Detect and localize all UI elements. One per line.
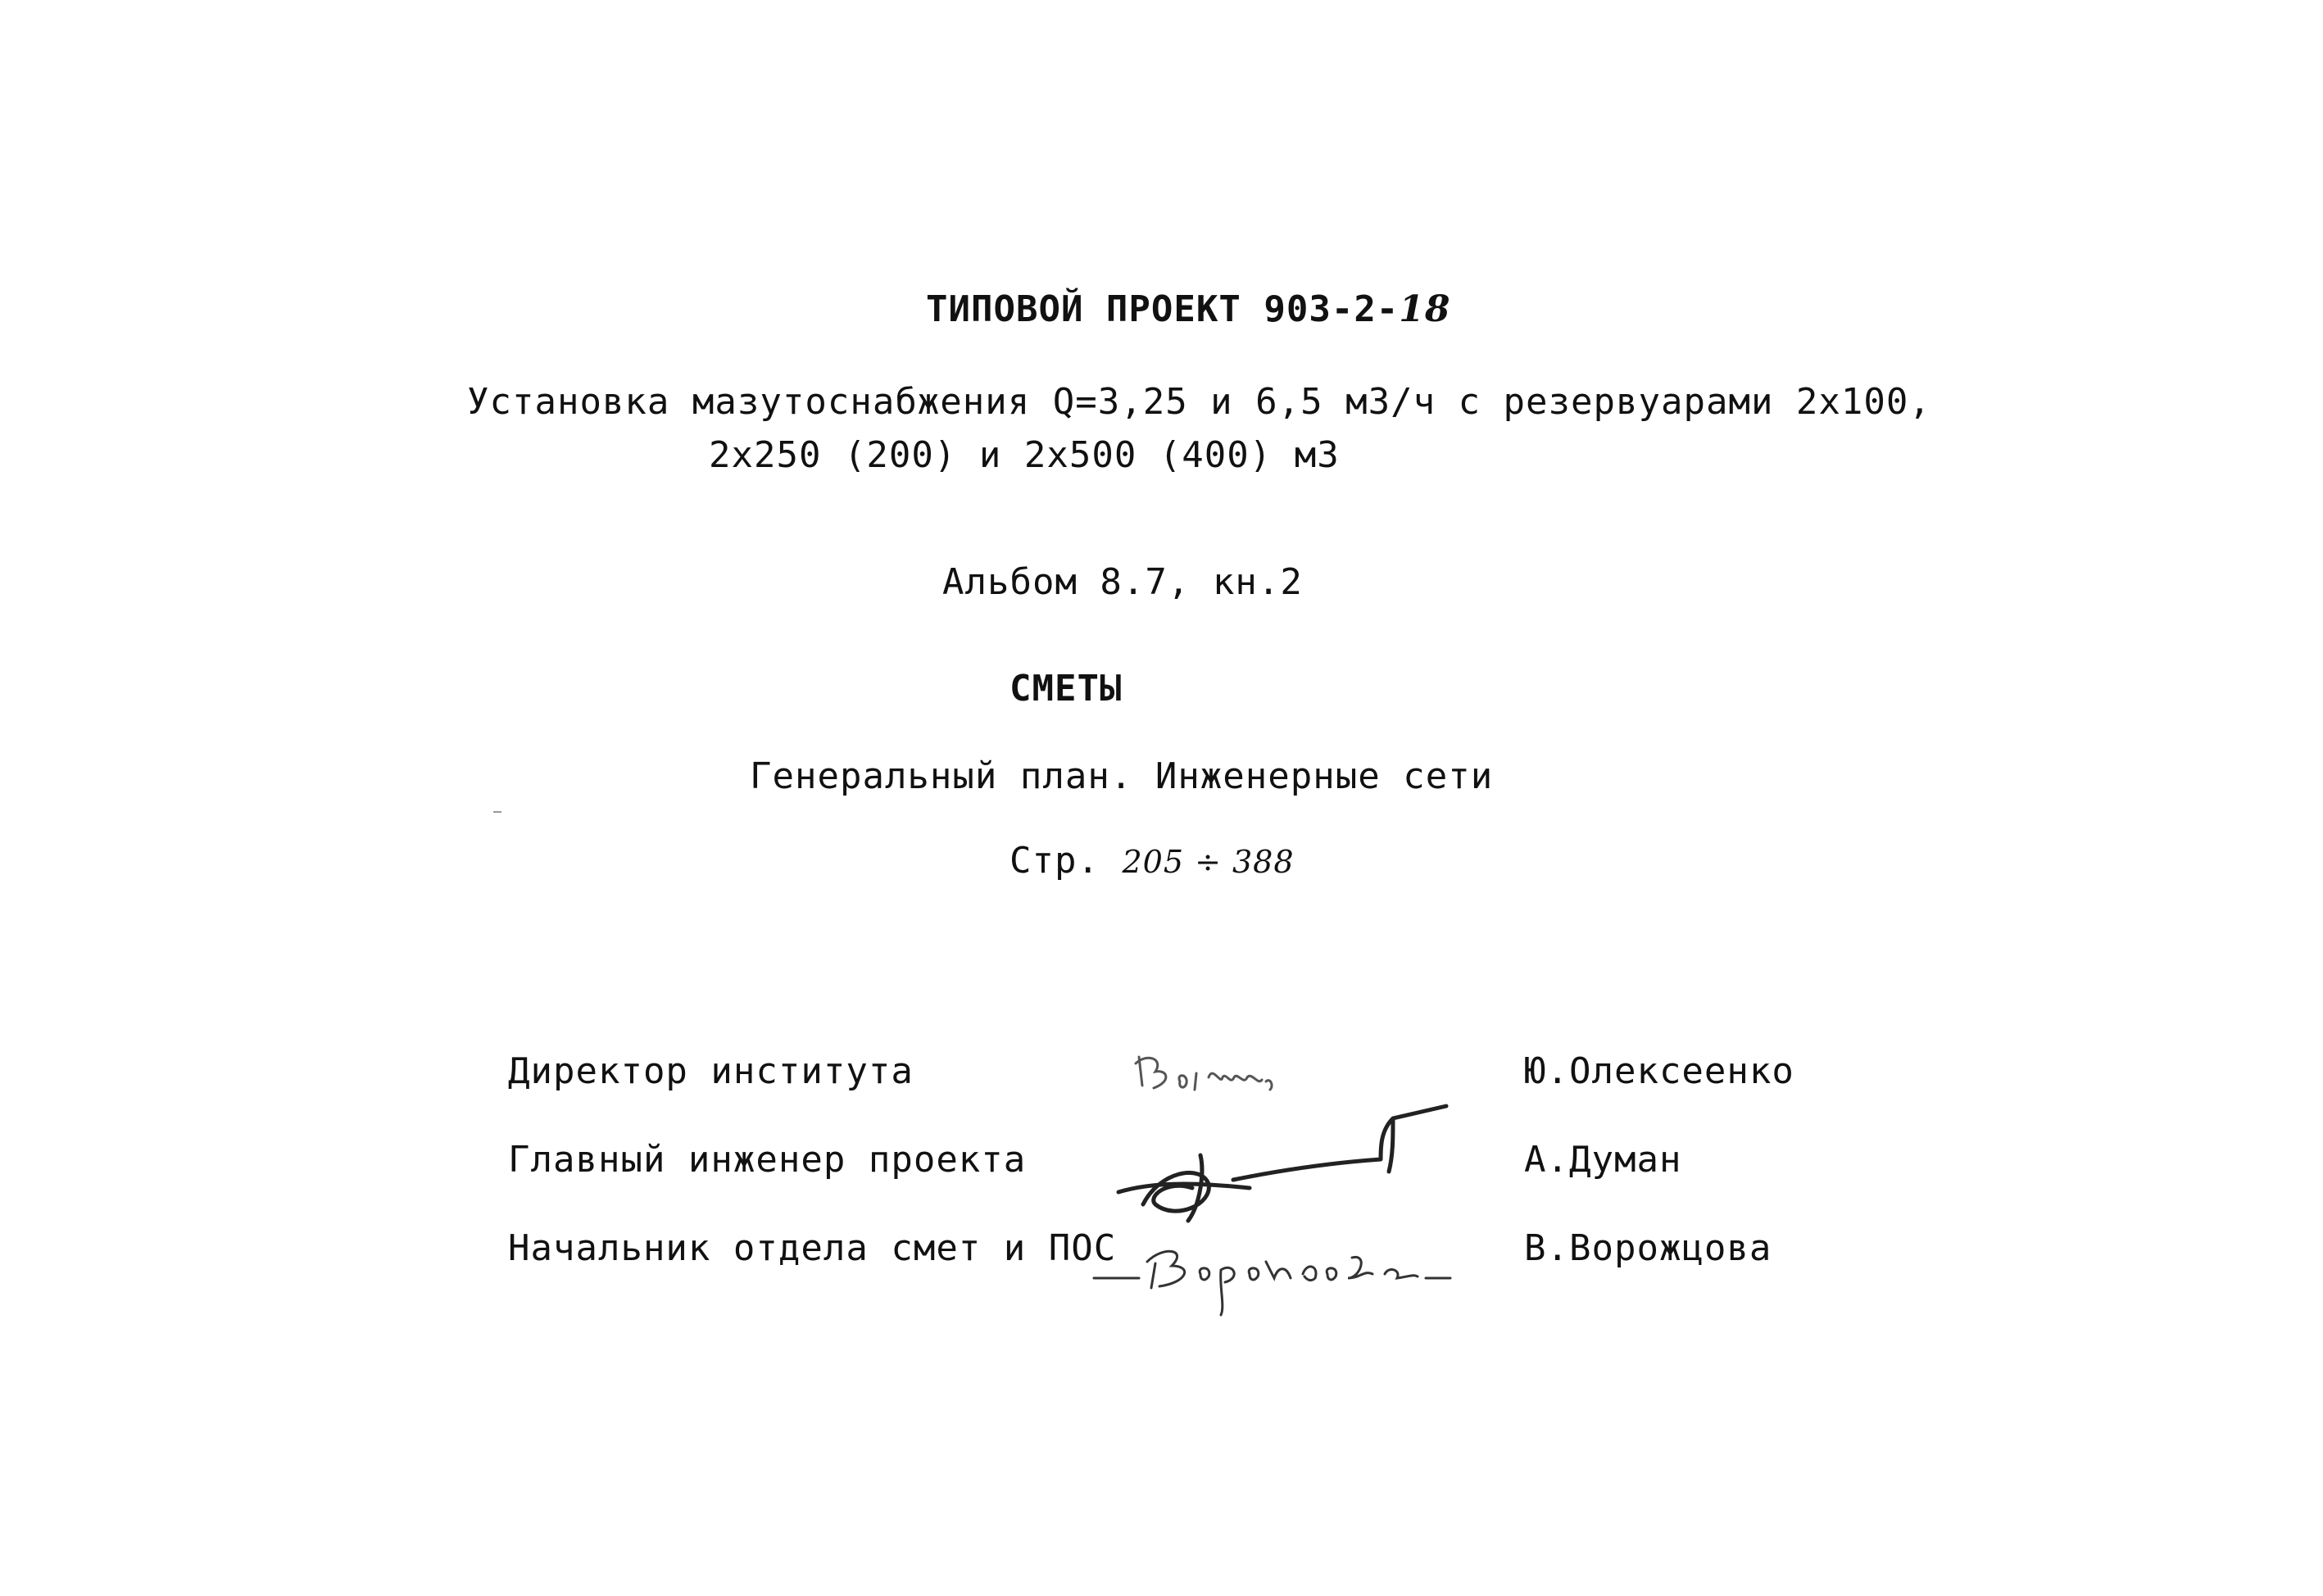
- project-title: [926, 288, 1451, 330]
- role-director: Директор института: [508, 1050, 914, 1092]
- signature-head-estimates: [1090, 1229, 1532, 1319]
- project-number-handwritten: 18: [1399, 288, 1451, 330]
- name-director: Ю.Олексеенко: [1524, 1050, 1794, 1092]
- description-line: Генеральный план. Инженерные сети: [750, 755, 1494, 797]
- project-title-prefix: ТИПОВОЙ ПРОЕКТ 903-2-: [926, 288, 1400, 330]
- subtitle-line-1: Установка мазутоснабжения Q=3,25 и 6,5 м3/ч с резервуарами 2х100,: [467, 381, 1931, 423]
- signature-chief-engineer: [1110, 1081, 1471, 1237]
- pages-prefix: Стр.: [1010, 840, 1100, 882]
- stray-mark: [493, 811, 501, 813]
- album-label: Альбом 8.7, кн.2: [942, 561, 1303, 603]
- name-chief-engineer: А.Думан: [1524, 1139, 1682, 1181]
- name-head-estimates: В.Ворожцова: [1524, 1227, 1772, 1269]
- pages-range-handwritten: 205 ÷ 388: [1122, 844, 1295, 880]
- role-chief-engineer: Главный инженер проекта: [508, 1139, 1027, 1181]
- pages-line: [1010, 840, 1295, 882]
- section-title: СМЕТЫ: [1010, 668, 1123, 710]
- role-head-estimates: Начальник отдела смет и ПОС: [508, 1227, 1117, 1269]
- subtitle-line-2: 2х250 (200) и 2х500 (400) м3: [709, 434, 1340, 476]
